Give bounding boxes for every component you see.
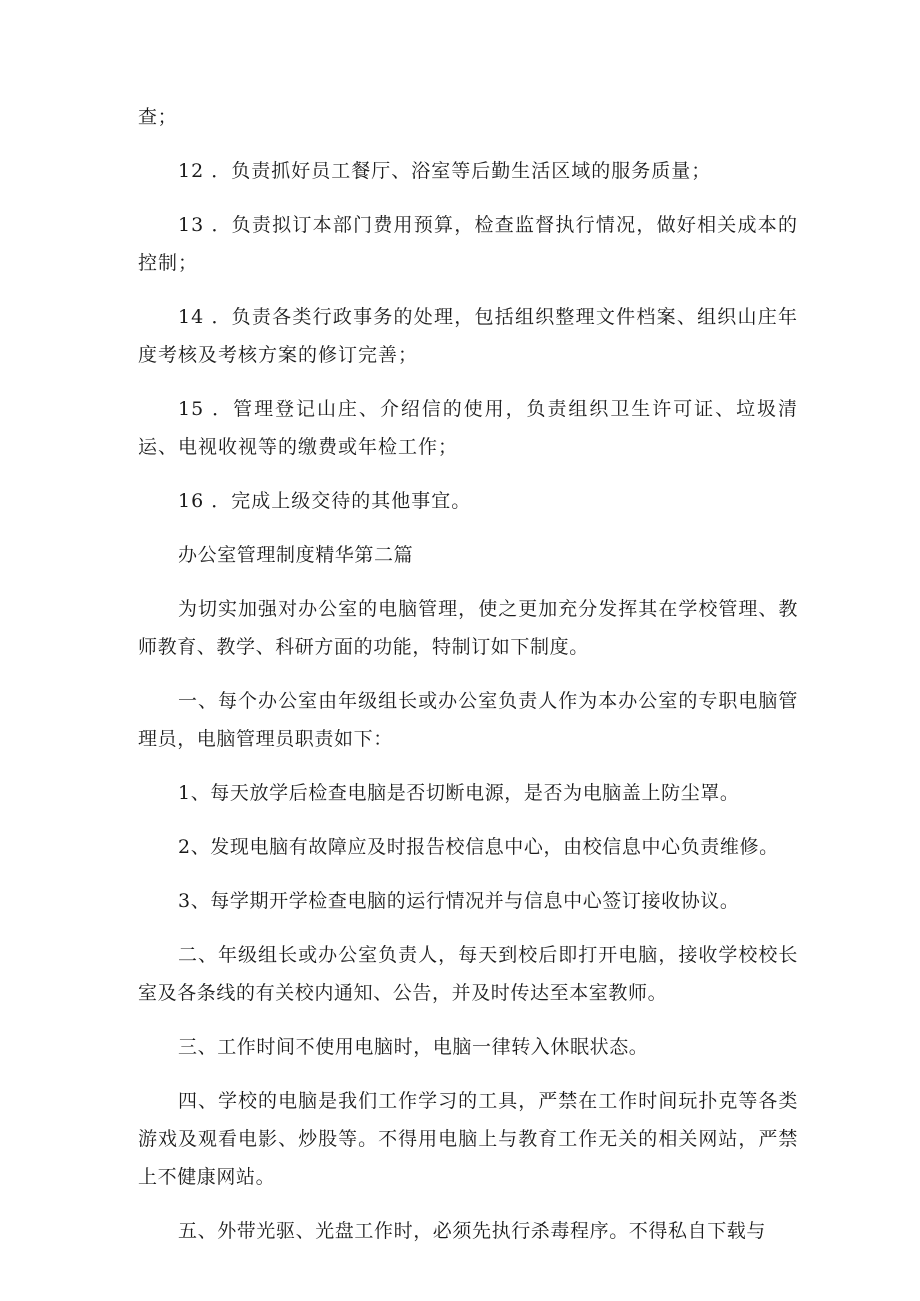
paragraph-continuation: 查； [138, 106, 178, 128]
paragraph-rule-4: 四、学校的电脑是我们工作学习的工具，严禁在工作时间玩扑克等各类游戏及观看电影、炒股等。不得用电脑上与教育工作无关的相关网站，严禁上不健康网站。 [138, 1090, 798, 1188]
paragraph-rule-2: 二、年级组长或办公室负责人，每天到校后即打开电脑，接收学校校长室及各条线的有关校内通知、公告，并及时传达至本室教师。 [138, 944, 798, 1004]
paragraph-item-15: 15 ．管理登记山庄、介绍信的使用，负责组织卫生许可证、垃圾清运、电视收视等的缴费或年检工作； [138, 398, 798, 458]
paragraph-item-16: 16 ．完成上级交待的其他事宜。 [178, 490, 472, 512]
document-page [138, 98, 798, 1266]
paragraph-duty-3: 3、每学期开学检查电脑的运行情况并与信息中心签订接收协议。 [178, 890, 740, 912]
section-heading: 办公室管理制度精华第二篇 [178, 544, 414, 566]
paragraph-rule-1: 一、每个办公室由年级组长或办公室负责人作为本办公室的专职电脑管理员，电脑管理员职责如下： [138, 690, 798, 750]
paragraph-duty-2: 2、发现电脑有故障应及时报告校信息中心，由校信息中心负责维修。 [178, 836, 779, 858]
paragraph-rule-3: 三、工作时间不使用电脑时，电脑一律转入休眠状态。 [178, 1036, 649, 1058]
paragraph-item-12: 12 ．负责抓好员工餐厅、浴室等后勤生活区域的服务质量； [178, 160, 712, 182]
paragraph-item-13: 13 ．负责拟订本部门费用预算，检查监督执行情况，做好相关成本的控制； [138, 214, 798, 274]
paragraph-rule-5: 五、外带光驱、光盘工作时，必须先执行杀毒程序。不得私自下载与 [178, 1220, 767, 1242]
paragraph-duty-1: 1、每天放学后检查电脑是否切断电源，是否为电脑盖上防尘罩。 [178, 782, 740, 804]
paragraph-intro: 为切实加强对办公室的电脑管理，使之更加充分发挥其在学校管理、教师教育、教学、科研方面的功能，特制订如下制度。 [138, 598, 798, 658]
paragraph-item-14: 14 ．负责各类行政事务的处理，包括组织整理文件档案、组织山庄年度考核及考核方案的修订完善； [138, 306, 798, 366]
